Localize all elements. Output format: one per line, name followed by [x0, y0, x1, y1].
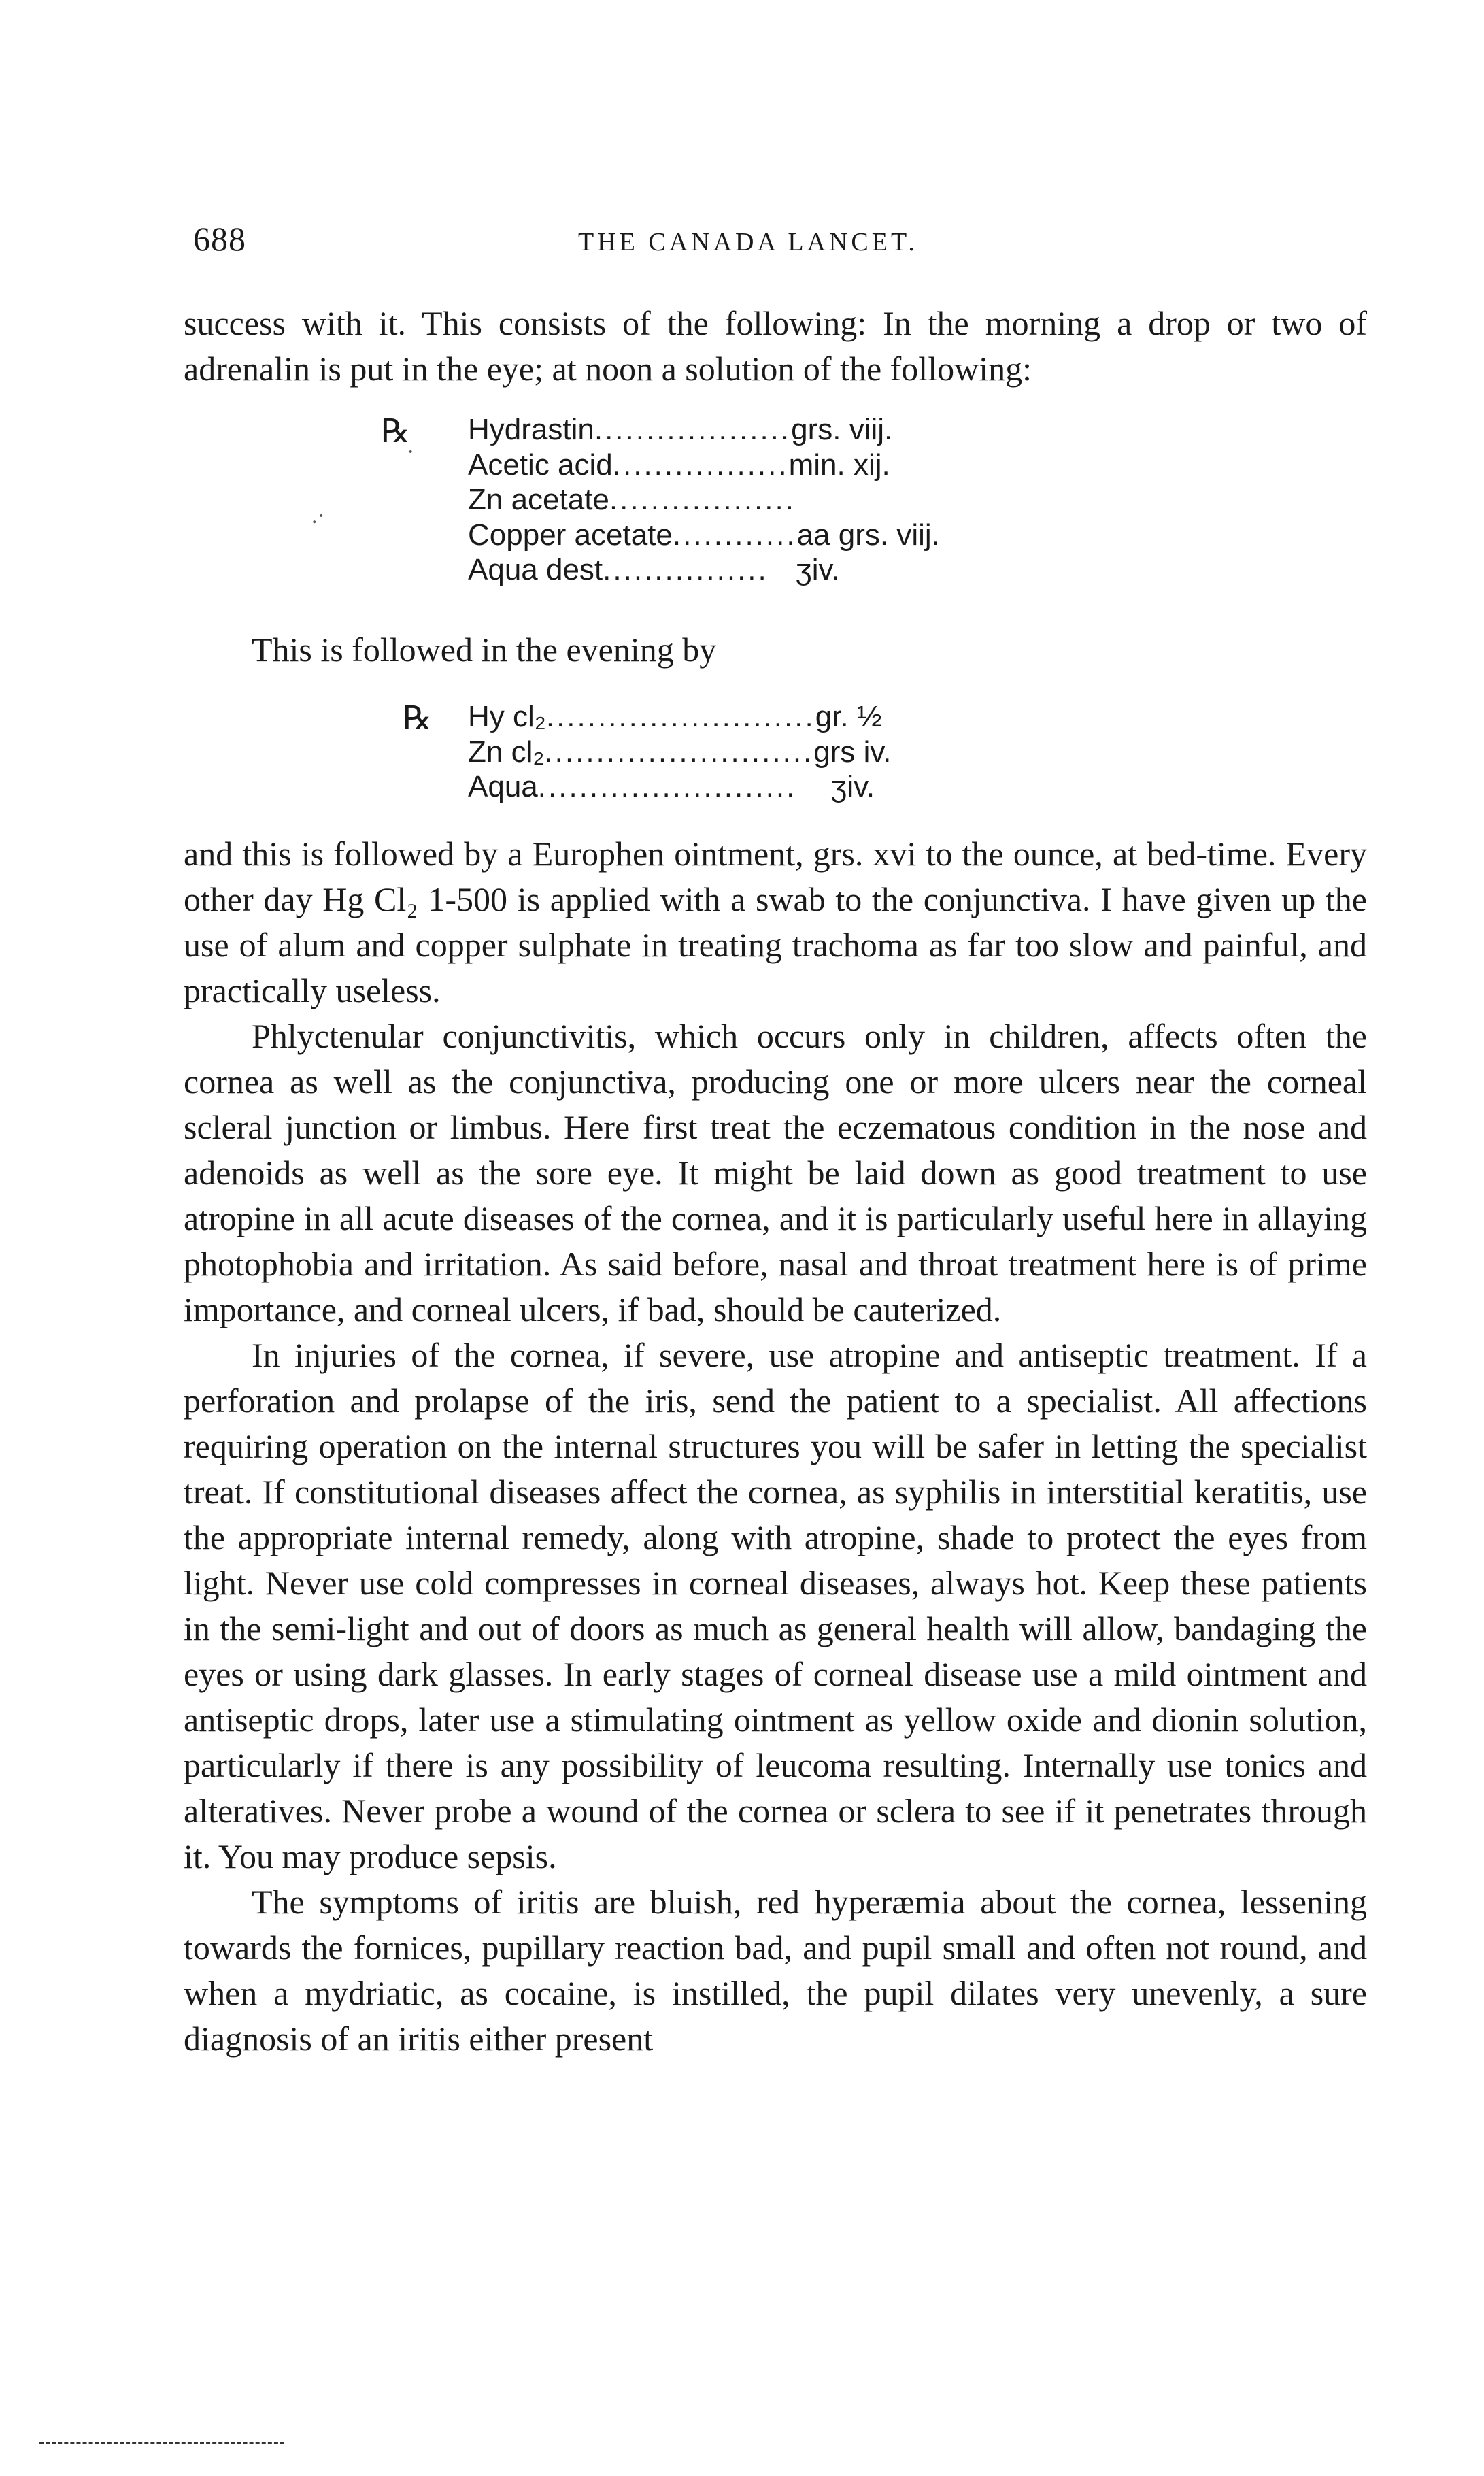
paragraph: In injuries of the cornea, if severe, use atropine and antiseptic treatment. If a perforation and prolapse of the iris, send the patient to a specialist. All affections requiring operation on the internal structures you will be safer in letting the specialist treat. If constitutional diseases affect the cornea, as syphilis in interstitial keratitis, use the appropriate internal remedy, along with atropine, shade to protect the eyes from light. Never use cold compresses in corneal diseases, always hot. Keep these patients in the semi-light and out of doors as much as general health will allow, bandaging the eyes or using dark glasses. In early stages of corneal disease use a mild ointment and antiseptic drops, later use a stimulating ointment as yellow oxide and dionin solution, particularly if there is any possibility of leucoma resulting. Internally use tonics and alteratives. Never probe a wound of the cornea or sclera to see if it penetrates through it. You may produce sepsis. — [184, 1336, 1367, 1875]
rx-item-dots: .................. — [609, 483, 796, 516]
prescription-2 — [468, 699, 1148, 805]
rx-item-dots: .......................... — [545, 700, 815, 733]
running-head: THE CANADA LANCET. — [578, 228, 918, 256]
rx-item — [468, 552, 1121, 588]
rx-item-name: Aqua dest — [468, 553, 603, 586]
rx-item-amount: ʒiv. — [795, 553, 840, 586]
intro-text: success with it. This consists of the following: In the morning a drop or two of adrenalin is put in the eye; at noon a solution of the following: — [184, 304, 1367, 388]
rx-item-amount: ʒiv. — [830, 770, 875, 803]
rx-item-amount: aa grs. viij. — [796, 518, 940, 552]
paragraph: Phlyctenular conjunctivitis, which occurs only in children, affects often the cornea as well as the conjunctiva, producing one or more ulcers near the corneal scleral junction or limbus. Here first treat the eczematous condition in the nose and adenoids as well as the sore eye. It might be laid down as good treatment to use atropine in all acute diseases of the cornea, and it is particularly useful here in allaying photophobia and irritation. As said before, nasal and throat treatment here is of prime importance, and corneal ulcers, if bad, should be cauterized. — [184, 1017, 1367, 1328]
prescription-1 — [468, 412, 1121, 588]
rx-item-amount: grs. viij. — [791, 413, 893, 446]
middle-line: This is followed in the evening by — [252, 631, 717, 669]
rx-item — [468, 699, 1148, 735]
rx-item-dots: ................ — [603, 553, 769, 586]
rx-item-dots: .......................... — [544, 735, 814, 769]
paragraph: The symptoms of iritis are bluish, red hyperæmia about the cornea, lessening towards the fornices, pupillary reaction bad, and pupil small and often not round, and when a mydriatic, as cocaine, is instilled, the pupil dilates very unevenly, a sure diagnosis of an iritis either present — [184, 1883, 1367, 2058]
rx-item-name: Zn cl₂ — [468, 735, 545, 769]
rx-item-dots: ......................... — [537, 770, 797, 803]
rx-item — [468, 448, 1121, 483]
stray-mark: .· — [311, 503, 325, 529]
rx-item-amount: grs iv. — [813, 735, 892, 769]
rx-item-name: Hydrastin — [468, 413, 594, 446]
rx-item — [468, 412, 1121, 448]
rx-item-name: Hy cl₂ — [468, 700, 546, 733]
rx-item-name: Aqua — [468, 770, 538, 803]
rx-item-dots: ............ — [672, 518, 797, 552]
rx-item — [468, 735, 1148, 770]
paragraph: and this is followed by a Europhen ointment, grs. xvi to the ounce, at bed-time. Every other day Hg Cl₂ 1-500 is applied with a swab to the conjunctiva. I have given up the use of alum and copper sulphate in treating trachoma as far too slow and painful, and practically useless. — [184, 835, 1367, 1009]
footer-rule — [39, 2442, 284, 2444]
rx-item-dots: ................... — [594, 413, 792, 446]
rx-item-name: Copper acetate — [468, 518, 673, 552]
rx-item — [468, 482, 1121, 518]
rx-symbol-1: ℞ — [381, 414, 411, 450]
rx-item-amount: min. xij. — [788, 448, 890, 482]
rx-item-name: Zn acetate — [468, 483, 609, 516]
rx-item-name: Acetic acid — [468, 448, 613, 482]
rx-item — [468, 769, 1148, 805]
body-text — [184, 831, 1367, 2062]
rx-symbol-2: ℞ — [403, 701, 433, 737]
page-number: 688 — [193, 220, 246, 258]
rx-item-dots: ................. — [612, 448, 789, 482]
rx-item-amount: gr. ½ — [815, 700, 882, 733]
rx-item — [468, 518, 1121, 553]
intro-paragraph — [184, 301, 1367, 392]
stray-mark: · — [407, 439, 415, 465]
